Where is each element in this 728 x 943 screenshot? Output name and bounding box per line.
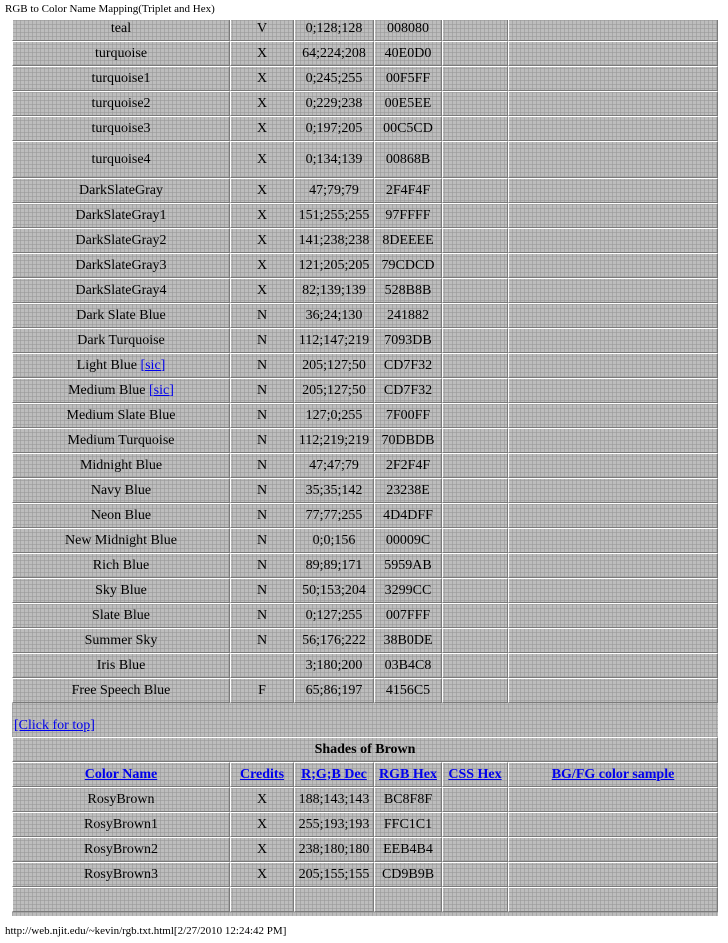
rgb-hex-cell: 00009C <box>374 528 442 553</box>
color-name-cell: RosyBrown1 <box>12 812 230 837</box>
color-name-cell <box>12 141 230 178</box>
credit-cell: X <box>230 141 294 178</box>
rgb-hex-cell: FFC1C1 <box>374 812 442 837</box>
table-row <box>12 328 718 353</box>
header-credits[interactable]: Credits <box>230 762 294 787</box>
table-row <box>12 528 718 553</box>
color-sample-cell <box>508 91 718 116</box>
color-name-cell <box>12 887 230 912</box>
credit-cell: N <box>230 628 294 653</box>
color-name: Navy Blue <box>90 482 152 498</box>
table-row <box>12 253 718 278</box>
css-hex-cell <box>442 141 508 178</box>
credit-cell: X <box>230 178 294 203</box>
rgb-hex-cell: 00868B <box>374 141 442 178</box>
color-sample-cell <box>508 628 718 653</box>
table-row <box>12 278 718 303</box>
css-hex-cell <box>442 328 508 353</box>
color-name: teal <box>110 20 132 36</box>
header-rgb-dec[interactable]: R;G;B Dec <box>294 762 374 787</box>
credit-cell: X <box>230 278 294 303</box>
color-name: DarkSlateGray2 <box>75 232 167 248</box>
rgb-hex-cell: 4156C5 <box>374 678 442 703</box>
credit-cell: X <box>230 837 294 862</box>
color-name: Dark Slate Blue <box>76 307 166 323</box>
css-hex-cell <box>442 503 508 528</box>
css-hex-cell <box>442 653 508 678</box>
rgb-hex-cell: 008080 <box>374 20 442 41</box>
color-name: Medium Slate Blue <box>66 407 176 423</box>
rgb-hex-cell <box>374 887 442 912</box>
color-name-cell <box>12 91 230 116</box>
css-hex-cell <box>442 353 508 378</box>
color-name-cell <box>12 653 230 678</box>
rgb-dec-cell: 151;255;255 <box>294 203 374 228</box>
rgb-hex-cell: 38B0DE <box>374 628 442 653</box>
css-hex-cell <box>442 303 508 328</box>
rgb-dec-cell: 127;0;255 <box>294 403 374 428</box>
color-name-cell <box>12 20 230 41</box>
color-sample-cell <box>508 20 718 41</box>
css-hex-cell <box>442 887 508 912</box>
color-sample-cell <box>508 812 718 837</box>
css-hex-cell <box>442 41 508 66</box>
color-name-cell <box>12 678 230 703</box>
table-row <box>12 887 718 912</box>
rgb-hex-cell: 97FFFF <box>374 203 442 228</box>
rgb-hex-cell: 7F00FF <box>374 403 442 428</box>
table-row <box>12 353 718 378</box>
css-hex-cell <box>442 403 508 428</box>
credit-cell: X <box>230 862 294 887</box>
credit-cell: V <box>230 20 294 41</box>
color-sample-cell <box>508 837 718 862</box>
click-for-top-link[interactable]: [Click for top] <box>14 718 95 733</box>
css-hex-cell <box>442 478 508 503</box>
color-name-cell <box>12 228 230 253</box>
color-name: Neon Blue <box>90 507 152 523</box>
rgb-dec-cell: 56;176;222 <box>294 628 374 653</box>
credit-cell: N <box>230 328 294 353</box>
table-row <box>12 787 718 812</box>
color-name: turquoise2 <box>91 95 151 111</box>
rgb-dec-cell: 112;147;219 <box>294 328 374 353</box>
color-sample-cell <box>508 478 718 503</box>
credit-cell: X <box>230 253 294 278</box>
table-row <box>12 503 718 528</box>
css-hex-cell <box>442 278 508 303</box>
rgb-dec-cell: 205;127;50 <box>294 378 374 403</box>
table-row <box>12 141 718 178</box>
rgb-hex-cell: CD7F32 <box>374 353 442 378</box>
rgb-hex-cell: EEB4B4 <box>374 837 442 862</box>
css-hex-cell <box>442 453 508 478</box>
rgb-dec-cell: 121;205;205 <box>294 253 374 278</box>
rgb-hex-cell: 70DBDB <box>374 428 442 453</box>
rgb-dec-cell: 35;35;142 <box>294 478 374 503</box>
color-name: Medium Blue <box>68 382 146 398</box>
css-hex-cell <box>442 91 508 116</box>
rgb-hex-cell: 3299CC <box>374 578 442 603</box>
color-name-cell <box>12 453 230 478</box>
table-row <box>12 653 718 678</box>
color-sample-cell <box>508 353 718 378</box>
rgb-hex-cell: 8DEEEE <box>374 228 442 253</box>
table-row <box>12 303 718 328</box>
header-css-hex[interactable]: CSS Hex <box>442 762 508 787</box>
rgb-dec-cell: 0;134;139 <box>294 141 374 178</box>
table-row <box>12 91 718 116</box>
color-name: DarkSlateGray3 <box>75 257 167 273</box>
header-rgb-hex[interactable]: RGB Hex <box>374 762 442 787</box>
rgb-dec-cell: 50;153;204 <box>294 578 374 603</box>
credit-cell: N <box>230 528 294 553</box>
table-row <box>12 628 718 653</box>
blue-shades-table <box>12 20 718 703</box>
color-name: DarkSlateGray4 <box>75 282 167 298</box>
rgb-dec-cell: 47;79;79 <box>294 178 374 203</box>
color-name: Free Speech Blue <box>71 682 171 698</box>
rgb-hex-cell: 4D4DFF <box>374 503 442 528</box>
color-name: New Midnight Blue <box>65 532 177 548</box>
color-sample-cell <box>508 403 718 428</box>
color-name: Rich Blue <box>92 557 150 573</box>
table-row <box>12 678 718 703</box>
color-sample-cell <box>508 278 718 303</box>
table-row <box>12 41 718 66</box>
css-hex-cell <box>442 378 508 403</box>
rgb-dec-cell: 141;238;238 <box>294 228 374 253</box>
color-name-cell: RosyBrown2 <box>12 837 230 862</box>
sic-link[interactable]: [sic] <box>140 357 166 373</box>
content-area <box>12 20 718 916</box>
page-footer: http://web.njit.edu/~kevin/rgb.txt.html[2/27/2010 12:24:42 PM] <box>5 925 287 937</box>
credit-cell: N <box>230 553 294 578</box>
color-sample-cell <box>508 887 718 912</box>
rgb-hex-cell: 79CDCD <box>374 253 442 278</box>
table-row <box>12 603 718 628</box>
rgb-dec-cell: 255;193;193 <box>294 812 374 837</box>
color-name-cell <box>12 553 230 578</box>
color-name-cell <box>12 116 230 141</box>
color-sample-cell <box>508 503 718 528</box>
table-row <box>12 203 718 228</box>
rgb-dec-cell: 0;128;128 <box>294 20 374 41</box>
color-name-cell <box>12 503 230 528</box>
credit-cell: N <box>230 603 294 628</box>
color-name-cell <box>12 578 230 603</box>
rgb-dec-cell: 205;127;50 <box>294 353 374 378</box>
credit-cell: X <box>230 66 294 91</box>
css-hex-cell <box>442 528 508 553</box>
color-name: Summer Sky <box>84 632 158 648</box>
color-name: Medium Turquoise <box>67 432 175 448</box>
color-name-cell <box>12 328 230 353</box>
table-row <box>12 20 718 41</box>
color-sample-cell <box>508 66 718 91</box>
color-sample-cell <box>508 603 718 628</box>
credit-cell: X <box>230 116 294 141</box>
rgb-hex-cell: 00F5FF <box>374 66 442 91</box>
color-sample-cell <box>508 653 718 678</box>
color-name: Midnight Blue <box>79 457 163 473</box>
table-row <box>12 178 718 203</box>
credit-cell <box>230 653 294 678</box>
table-row <box>12 862 718 887</box>
rgb-dec-cell: 0;245;255 <box>294 66 374 91</box>
color-name-cell <box>12 428 230 453</box>
table-row <box>12 228 718 253</box>
table-row <box>12 837 718 862</box>
rgb-dec-cell: 0;0;156 <box>294 528 374 553</box>
color-sample-cell <box>508 41 718 66</box>
rgb-dec-cell: 0;197;205 <box>294 116 374 141</box>
header-color-sample[interactable]: BG/FG color sample <box>508 762 718 787</box>
color-name: Slate Blue <box>92 607 150 623</box>
rgb-hex-cell: 00E5EE <box>374 91 442 116</box>
section-title: Shades of Brown <box>12 737 718 762</box>
credit-cell: X <box>230 41 294 66</box>
rgb-hex-cell: 40E0D0 <box>374 41 442 66</box>
color-sample-cell <box>508 378 718 403</box>
color-name-cell <box>12 178 230 203</box>
table-row <box>12 403 718 428</box>
color-name-cell <box>12 41 230 66</box>
css-hex-cell <box>442 678 508 703</box>
rgb-hex-cell: 007FFF <box>374 603 442 628</box>
color-name-cell <box>12 303 230 328</box>
rgb-hex-cell: 2F2F4F <box>374 453 442 478</box>
css-hex-cell <box>442 628 508 653</box>
rgb-hex-cell: 528B8B <box>374 278 442 303</box>
rgb-dec-cell: 82;139;139 <box>294 278 374 303</box>
page-header: RGB to Color Name Mapping(Triplet and Hex) <box>5 3 215 15</box>
color-name-cell <box>12 403 230 428</box>
color-name-cell <box>12 278 230 303</box>
color-name: Iris Blue <box>96 657 146 673</box>
rgb-dec-cell: 205;155;155 <box>294 862 374 887</box>
table-row <box>12 116 718 141</box>
css-hex-cell <box>442 178 508 203</box>
credit-cell: X <box>230 812 294 837</box>
rgb-hex-cell: CD9B9B <box>374 862 442 887</box>
credit-cell: N <box>230 578 294 603</box>
rgb-dec-cell: 238;180;180 <box>294 837 374 862</box>
css-hex-cell <box>442 428 508 453</box>
table-row <box>12 428 718 453</box>
color-name-cell <box>12 478 230 503</box>
rgb-dec-cell: 89;89;171 <box>294 553 374 578</box>
credit-cell: F <box>230 678 294 703</box>
table-row <box>12 812 718 837</box>
table-row <box>12 478 718 503</box>
color-name: turquoise1 <box>91 70 151 86</box>
color-sample-cell <box>508 116 718 141</box>
css-hex-cell <box>442 603 508 628</box>
rgb-dec-cell: 36;24;130 <box>294 303 374 328</box>
rgb-hex-cell: BC8F8F <box>374 787 442 812</box>
css-hex-cell <box>442 228 508 253</box>
credit-cell: N <box>230 428 294 453</box>
color-name: Dark Turquoise <box>77 332 165 348</box>
credit-cell: N <box>230 478 294 503</box>
color-name-cell <box>12 353 230 378</box>
color-name-cell <box>12 378 230 403</box>
credit-cell: N <box>230 378 294 403</box>
css-hex-cell <box>442 66 508 91</box>
table-row <box>12 553 718 578</box>
rgb-dec-cell: 65;86;197 <box>294 678 374 703</box>
color-name-cell: RosyBrown <box>12 787 230 812</box>
css-hex-cell <box>442 812 508 837</box>
rgb-dec-cell: 112;219;219 <box>294 428 374 453</box>
rgb-hex-cell: 5959AB <box>374 553 442 578</box>
color-name: turquoise4 <box>91 151 151 167</box>
color-sample-cell <box>508 553 718 578</box>
color-sample-cell <box>508 453 718 478</box>
credit-cell: N <box>230 403 294 428</box>
rgb-dec-cell: 64;224;208 <box>294 41 374 66</box>
color-sample-cell <box>508 253 718 278</box>
css-hex-cell <box>442 253 508 278</box>
credit-cell: X <box>230 787 294 812</box>
color-sample-cell <box>508 228 718 253</box>
color-name: Light Blue <box>76 357 137 373</box>
table-row <box>12 66 718 91</box>
css-hex-cell <box>442 203 508 228</box>
color-sample-cell <box>508 428 718 453</box>
rgb-hex-cell: 2F4F4F <box>374 178 442 203</box>
brown-shades-table <box>12 737 718 912</box>
color-name-cell <box>12 603 230 628</box>
css-hex-cell <box>442 116 508 141</box>
color-name-cell: RosyBrown3 <box>12 862 230 887</box>
rgb-dec-cell: 188;143;143 <box>294 787 374 812</box>
header-color-name[interactable]: Color Name <box>12 762 230 787</box>
rgb-dec-cell: 77;77;255 <box>294 503 374 528</box>
color-name-cell <box>12 628 230 653</box>
table-row <box>12 578 718 603</box>
top-link-bar <box>14 717 95 735</box>
rgb-dec-cell: 3;180;200 <box>294 653 374 678</box>
rgb-dec-cell <box>294 887 374 912</box>
rgb-hex-cell: 241882 <box>374 303 442 328</box>
color-sample-cell <box>508 528 718 553</box>
credit-cell: N <box>230 303 294 328</box>
css-hex-cell <box>442 578 508 603</box>
rgb-hex-cell: CD7F32 <box>374 378 442 403</box>
rgb-dec-cell: 0;127;255 <box>294 603 374 628</box>
color-name: turquoise3 <box>91 120 151 136</box>
css-hex-cell <box>442 837 508 862</box>
color-name: Sky Blue <box>95 582 147 598</box>
credit-cell: X <box>230 203 294 228</box>
table-row <box>12 453 718 478</box>
color-name-cell <box>12 253 230 278</box>
rgb-hex-cell: 23238E <box>374 478 442 503</box>
color-sample-cell <box>508 178 718 203</box>
color-name-cell <box>12 203 230 228</box>
color-name-cell <box>12 528 230 553</box>
color-name: turquoise <box>94 45 148 61</box>
rgb-hex-cell: 00C5CD <box>374 116 442 141</box>
rgb-dec-cell: 0;229;238 <box>294 91 374 116</box>
sic-link[interactable]: [sic] <box>149 382 174 398</box>
table-row <box>12 378 718 403</box>
credit-cell <box>230 887 294 912</box>
credit-cell: X <box>230 228 294 253</box>
credit-cell: N <box>230 453 294 478</box>
credit-cell: N <box>230 353 294 378</box>
color-sample-cell <box>508 328 718 353</box>
color-name: DarkSlateGray <box>79 182 163 198</box>
color-sample-cell <box>508 303 718 328</box>
css-hex-cell <box>442 787 508 812</box>
color-sample-cell <box>508 678 718 703</box>
rgb-hex-cell: 03B4C8 <box>374 653 442 678</box>
css-hex-cell <box>442 862 508 887</box>
color-sample-cell <box>508 578 718 603</box>
color-name: DarkSlateGray1 <box>75 207 167 223</box>
css-hex-cell <box>442 20 508 41</box>
rgb-dec-cell: 47;47;79 <box>294 453 374 478</box>
credit-cell: N <box>230 503 294 528</box>
color-sample-cell <box>508 203 718 228</box>
credit-cell: X <box>230 91 294 116</box>
color-sample-cell <box>508 141 718 178</box>
color-sample-cell <box>508 787 718 812</box>
color-name-cell <box>12 66 230 91</box>
css-hex-cell <box>442 553 508 578</box>
color-sample-cell <box>508 862 718 887</box>
rgb-hex-cell: 7093DB <box>374 328 442 353</box>
